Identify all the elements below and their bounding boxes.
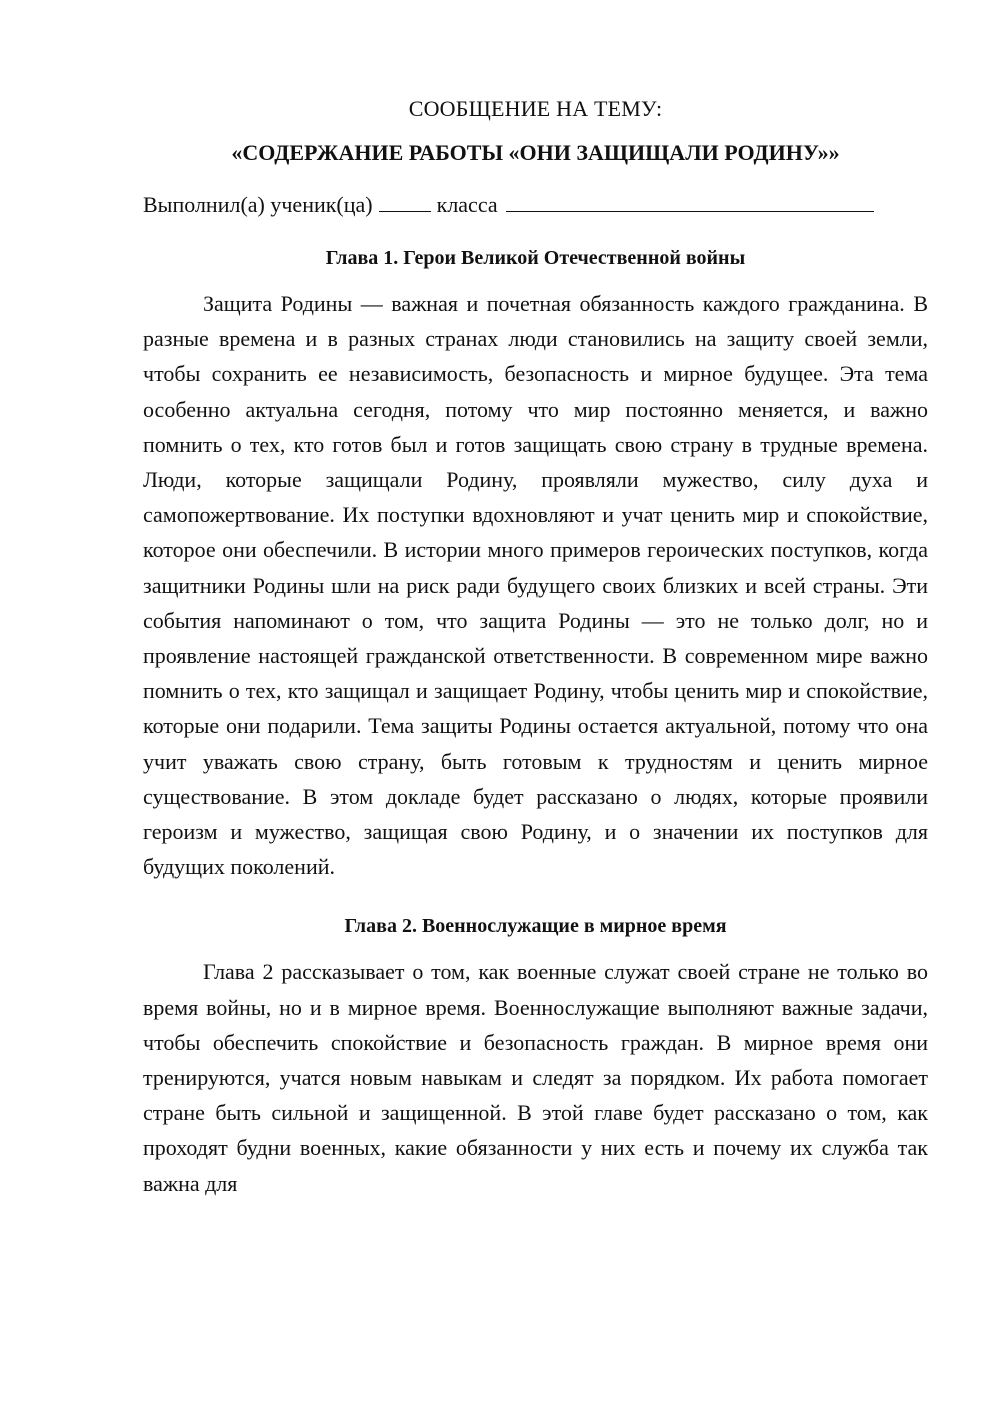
class-label: класса: [436, 192, 498, 217]
author-line: [143, 188, 928, 222]
document-page: [143, 92, 928, 1227]
author-label: Выполнил(а) ученик(ца): [143, 192, 373, 217]
chapter-1-text: Защита Родины — важная и почетная обязанность каждого гражданина. В разные времена и в разных странах люди становились на защиту своей земли, чтобы сохранить ее независимость, безопасность и мирное будущее. Эта тема особенно актуальна сегодня, потому что мир постоянно меняется, и важно помнить о тех, кто готов был и готов защищать свою страну в трудные времена. Люди, которые защищали Родину, проявляли мужество, силу духа и самопожертвование. Их поступки вдохновляют и учат ценить мир и спокойствие, которое они обеспечили. В истории много примеров героических поступков, когда защитники Родины шли на риск ради будущего своих близких и всей страны. Эти события напоминают о том, что защита Родины — это не только долг, но и проявление настоящей гражданской ответственности. В современном мире важно помнить о тех, кто защищал и защищает Родину, чтобы ценить мир и спокойствие, которые они подарили. Тема защиты Родины остается актуальной, потому что она учит уважать свою страну, быть готовым к трудностям и ценить мирное существование. В этом докладе будет рассказано о людях, которые проявили героизм и мужество, защищая свою Родину, и о значении их поступков для будущих поколений.: [143, 291, 928, 880]
document-title-line2: «СОДЕРЖАНИЕ РАБОТЫ «ОНИ ЗАЩИЩАЛИ РОДИНУ»»: [231, 140, 840, 165]
chapter-1-title: Глава 1. Герои Великой Отечественной войны: [325, 247, 746, 269]
name-blank: [506, 191, 874, 212]
chapter-2-title: Глава 2. Военнослужащие в мирное время: [344, 915, 727, 938]
document-title-line1: СООБЩЕНИЕ НА ТЕМУ:: [408, 96, 663, 121]
grade-blank: [379, 191, 431, 212]
chapter-2-text: Глава 2 рассказывает о том, как военные служат своей стране не только во время войны, но и в мирное время. Военнослужащие выполняют важные задачи, чтобы обеспечить спокойствие и безопасность граждан. В мирное время они тренируются, учатся новым навыкам и следят за порядком. Их работа помогает стране быть сильной и защищенной. В этой главе будет рассказано о том, как проходят будни военных, какие обязанности у них есть и почему их служба так важна для: [143, 959, 928, 1196]
